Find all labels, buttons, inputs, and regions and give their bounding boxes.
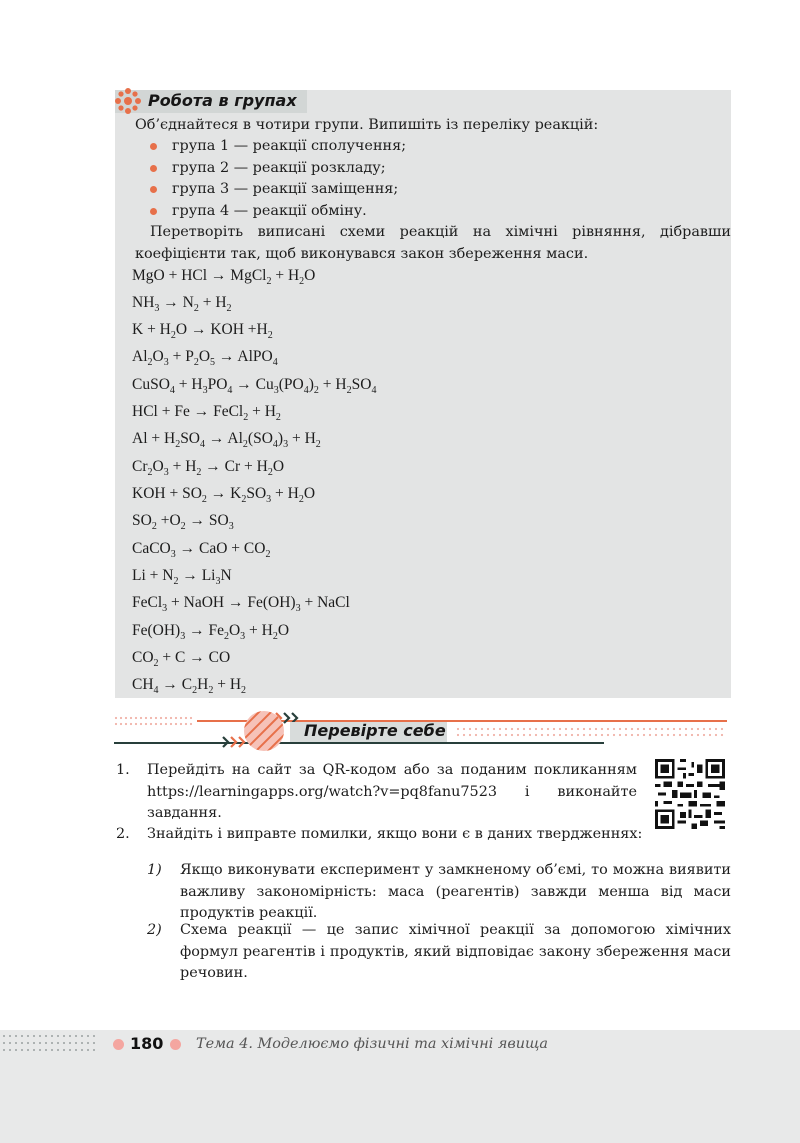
equation: $Al + H_2SO_4 \to Al_2(SO_4)_3 + H_2$ xyxy=(132,430,321,450)
item-number: 2. xyxy=(116,826,130,842)
group-list xyxy=(150,136,406,222)
footer-topic: Тема 4. Моделюємо фізичні та хімічні явища xyxy=(196,1036,549,1052)
footer-circle-icon xyxy=(113,1039,124,1050)
subitem-number: 2) xyxy=(147,922,162,938)
group-list-item: група 4 — реакції обміну. xyxy=(150,201,406,223)
group-list-item: група 1 — реакції сполучення; xyxy=(150,136,406,158)
decorative-dots xyxy=(114,715,204,731)
bullet-dot-icon xyxy=(150,165,157,172)
decorative-dots xyxy=(455,725,730,741)
item-text: Знайдіть і виправте помилки, якщо вони є в даних твердженнях: xyxy=(147,826,643,842)
item-text: Перейдіть на сайт за QR-кодом або за поданим покликанням https://learningapps.org/watch?v=pq8fanu7523 і виконайте завдання. xyxy=(147,762,637,821)
equation: $SO_2 +O_2 \to SO_3$ xyxy=(132,512,234,532)
equation: $NH_3 \to N_2 + H_2$ xyxy=(132,294,232,314)
equation: HCl + Fe → FeCl$_2$ + $H_2$ xyxy=(132,403,281,423)
group-list-item: група 3 — реакції заміщення; xyxy=(150,179,406,201)
equation: $Li + N_2 \to Li_3N$ xyxy=(132,567,232,587)
bullet-dot-icon xyxy=(150,186,157,193)
banner-bottom-line xyxy=(114,742,604,744)
subitem-text: Схема реакції — це запис хімічної реакції за допомогою хімічних формул реагентів і продуктів, який відповідає закону збереження маси речовин. xyxy=(180,922,731,981)
subitem-text: Якщо виконувати експеримент у замкненому об’ємі, то можна виявити важливу закономірність: маса (реагентів) завжди менша від маси продуктів реакції. xyxy=(180,862,731,921)
equation: FeCl$_3$ + NaOH → $Fe(OH)_3$ + NaCl xyxy=(132,594,350,614)
footer-dots xyxy=(0,1030,104,1058)
page-number: 180 xyxy=(130,1034,164,1053)
bullet-dot-icon xyxy=(150,208,157,215)
equation: $CO_2 + C$ → CO xyxy=(132,649,231,669)
item-number: 1. xyxy=(116,762,130,778)
group-list-item: група 2 — реакції розкладу; xyxy=(150,158,406,180)
group-people-icon xyxy=(112,85,144,117)
qr-code[interactable] xyxy=(655,759,725,829)
check-yourself-title: Перевірте себе xyxy=(304,721,446,740)
bullet-dot-icon xyxy=(150,143,157,150)
equation: $Al_2O_3 + P_2O_5$ → AlPO$_4$ xyxy=(132,348,278,368)
equation: CaCO$_3$ → CaO + $CO_2$ xyxy=(132,540,271,560)
equation: $K + H_2O$ → KOH $+H_2$ xyxy=(132,321,273,341)
hatched-circle-icon xyxy=(243,710,285,752)
equation: $CH_4 \to C_2H_2 + H_2$ xyxy=(132,676,247,696)
equation: $Cr_2O_3 + H_2 \to Cr + H_2O$ xyxy=(132,458,285,478)
group-work-title: Робота в групах xyxy=(148,91,297,110)
subitem-number: 1) xyxy=(147,862,162,878)
equation: KOH + $SO_2 \to K_2SO_3 + H_2O$ xyxy=(132,485,316,505)
equation: CuSO$_4$ + $H_3PO_4 \to Cu_3(PO_4)_2 + H_2SO_4$ xyxy=(132,376,377,396)
equation: MgO + HCl → MgCl$_2$ + $H_2O$ xyxy=(132,267,316,287)
footer-circle-icon xyxy=(170,1039,181,1050)
equation: $Fe(OH)_3 \to Fe_2O_3 + H_2O$ xyxy=(132,622,290,642)
group-work-task: Перетворіть виписані схеми реакцій на хімічні рівняння, дібравши коефіцієнти так, щоб виконувався закон збереження маси. xyxy=(135,224,731,262)
group-work-intro: Об’єднайтеся в чотири групи. Випишіть із переліку реакцій: xyxy=(135,117,599,133)
